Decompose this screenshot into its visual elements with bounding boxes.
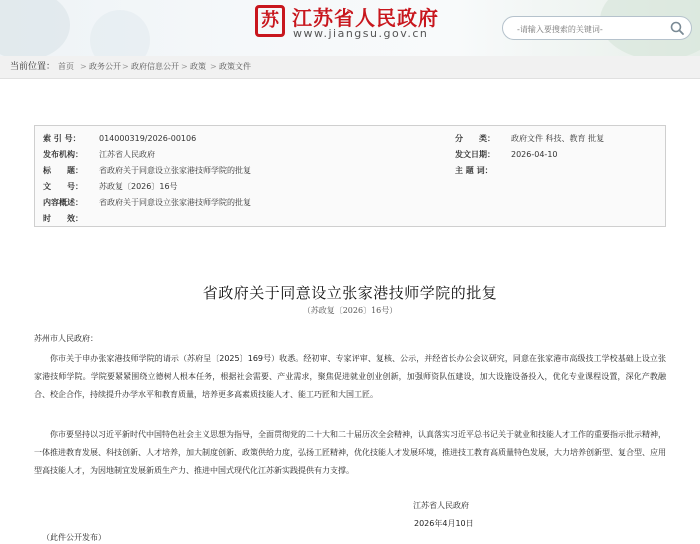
- breadcrumb-separator: >: [122, 62, 129, 71]
- search-icon: [669, 20, 685, 36]
- salutation: 苏州市人民政府：: [34, 334, 98, 343]
- breadcrumb: [0, 56, 700, 79]
- breadcrumb-label: 当前位置：: [10, 62, 56, 72]
- site-title[interactable]: 江苏省人民政府: [292, 6, 439, 30]
- publication-note: （此件公开发布）: [42, 533, 106, 542]
- sign-date: 2026年4月10日: [414, 519, 474, 528]
- subject-label: 主 题 词：: [455, 166, 493, 175]
- metadata-row: [43, 130, 343, 147]
- issuer-value: 江苏省人民政府: [99, 150, 155, 159]
- issuer-label: 发布机构：: [43, 150, 83, 159]
- doc-number-value: 苏政复〔2026〕16号: [99, 182, 178, 191]
- metadata-row: [455, 162, 665, 179]
- document-title: 省政府关于同意设立张家港技师学院的批复: [202, 284, 498, 302]
- doc-number-label: 文 号：: [43, 182, 83, 191]
- document-number: （苏政复〔2026〕16号）: [302, 306, 398, 315]
- index-label: 索 引 号：: [43, 134, 81, 143]
- metadata-row: [455, 130, 665, 147]
- metadata-row: [43, 178, 343, 195]
- breadcrumb-item-gov-info[interactable]: 政府信息公开: [131, 62, 179, 71]
- search-input[interactable]: [515, 20, 669, 38]
- document-metadata-box: [34, 125, 666, 227]
- summary-value: 省政府关于同意设立张家港技师学院的批复: [99, 198, 251, 207]
- breadcrumb-separator: >: [210, 62, 217, 71]
- metadata-row: [43, 194, 343, 211]
- government-logo[interactable]: 苏: [255, 5, 285, 37]
- category-label: 分 类：: [455, 134, 495, 143]
- title-label: 标 题：: [43, 166, 83, 175]
- metadata-row: [43, 162, 343, 179]
- metadata-row: [43, 146, 343, 163]
- breadcrumb-item-policy-docs[interactable]: 政策文件: [219, 62, 251, 71]
- metadata-row: [43, 210, 343, 227]
- search-box: [502, 16, 692, 40]
- metadata-row: [455, 146, 665, 163]
- category-value: 政府文件 科技、教育 批复: [511, 134, 605, 143]
- breadcrumb-item-open-affairs[interactable]: 政务公开: [89, 62, 121, 71]
- breadcrumb-item-policy[interactable]: 政策: [190, 62, 206, 71]
- breadcrumb-item-home[interactable]: 首页: [58, 62, 74, 71]
- date-value: 2026-04-10: [511, 150, 558, 159]
- breadcrumb-separator: >: [181, 62, 188, 71]
- site-header: [0, 0, 700, 56]
- header-decoration: [0, 0, 70, 56]
- body-paragraph-1: 你市关于申办张家港技师学院的请示（苏府呈〔2025〕169号）收悉。经初审、专家评审、复核、公示，并经省长办公会议研究，同意在张家港市高级技工学校基础上设立张家港技师学院。学院要紧紧围绕立德树人根本任务，根据社会需要、产业需求，聚焦促进就业创业创新，加强师资队伍建设，加大设施设备投入，优化专业课程设置，深化产教融合、校企合作，持续提升办学水平和教育质量，培养更多高素质技能人才、能工巧匠和大国工匠。: [34, 354, 666, 399]
- index-value: 014000319/2026-00106: [99, 134, 197, 143]
- signer: 江苏省人民政府: [413, 501, 469, 510]
- site-url: www.jiangsu.gov.cn: [293, 27, 429, 40]
- date-label: 发文日期：: [455, 150, 495, 159]
- body-paragraph-2: 你市要坚持以习近平新时代中国特色社会主义思想为指导，全面贯彻党的二十大和二十届历次全会精神，认真落实习近平总书记关于就业和技能人才工作的重要指示批示精神，一体推进教育发展、科技创新、人才培养，加大制度创新、政策供给力度，弘扬工匠精神，优化技能人才发展环境，推进技工教育高质量特色发展，大力培养创新型、复合型、应用型高技能人才，为因地制宜发展新质生产力、推进中国式现代化江苏新实践提供有力支撑。: [34, 430, 666, 475]
- header-decoration: [90, 10, 150, 56]
- summary-label: 内容概述：: [43, 198, 83, 207]
- title-value: 省政府关于同意设立张家港技师学院的批复: [99, 166, 251, 175]
- search-button[interactable]: [669, 20, 685, 36]
- breadcrumb-separator: >: [80, 62, 87, 71]
- validity-label: 时 效：: [43, 214, 83, 223]
